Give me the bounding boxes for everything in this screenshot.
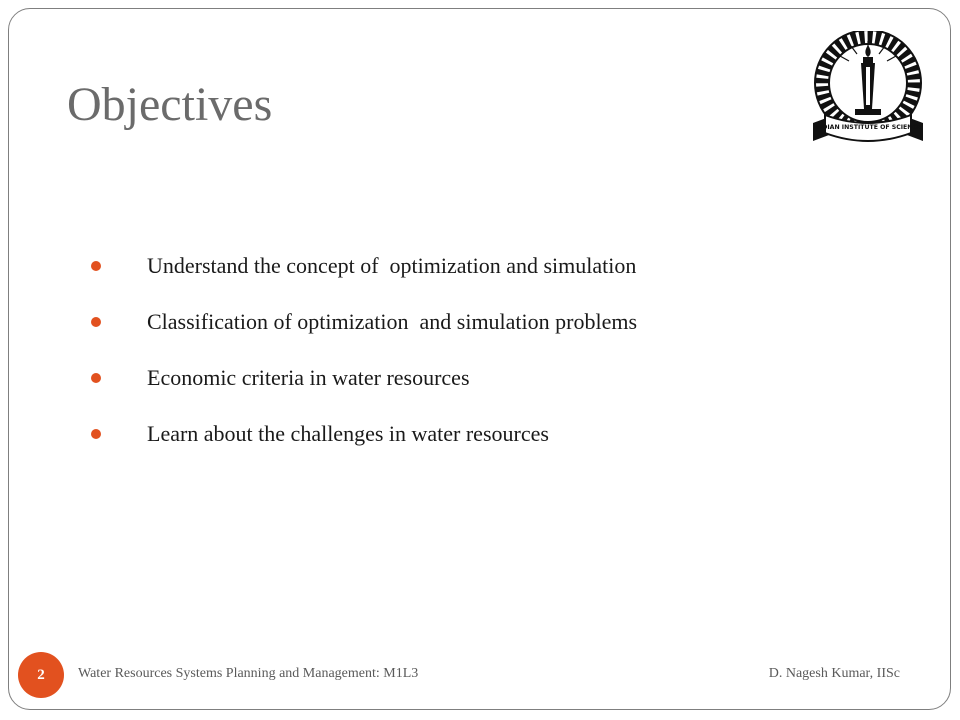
footer-course-title: Water Resources Systems Planning and Management: M1L3 <box>78 666 419 681</box>
logo-ribbon-text: INDIAN INSTITUTE OF SCIENCE <box>814 124 922 131</box>
footer-author: D. Nagesh Kumar, IISc <box>768 666 900 681</box>
bullet-icon <box>91 373 101 383</box>
page-number-badge: 2 <box>18 652 64 698</box>
bullet-text: Economic criteria in water resources <box>147 365 470 390</box>
list-item <box>91 305 637 361</box>
list-item <box>91 417 637 473</box>
bullet-icon <box>91 261 101 271</box>
list-item <box>91 361 637 417</box>
bullet-icon <box>91 429 101 439</box>
bullet-text: Classification of optimization and simulation problems <box>147 309 638 334</box>
slide-frame <box>8 8 951 710</box>
iisc-emblem-icon <box>809 31 927 147</box>
objectives-list <box>91 249 637 473</box>
list-item <box>91 249 637 305</box>
bullet-icon <box>91 317 101 327</box>
bullet-text: Understand the concept of optimization and simulation <box>147 253 637 278</box>
slide-title: Objectives <box>67 78 273 131</box>
bullet-text: Learn about the challenges in water resources <box>147 421 549 446</box>
